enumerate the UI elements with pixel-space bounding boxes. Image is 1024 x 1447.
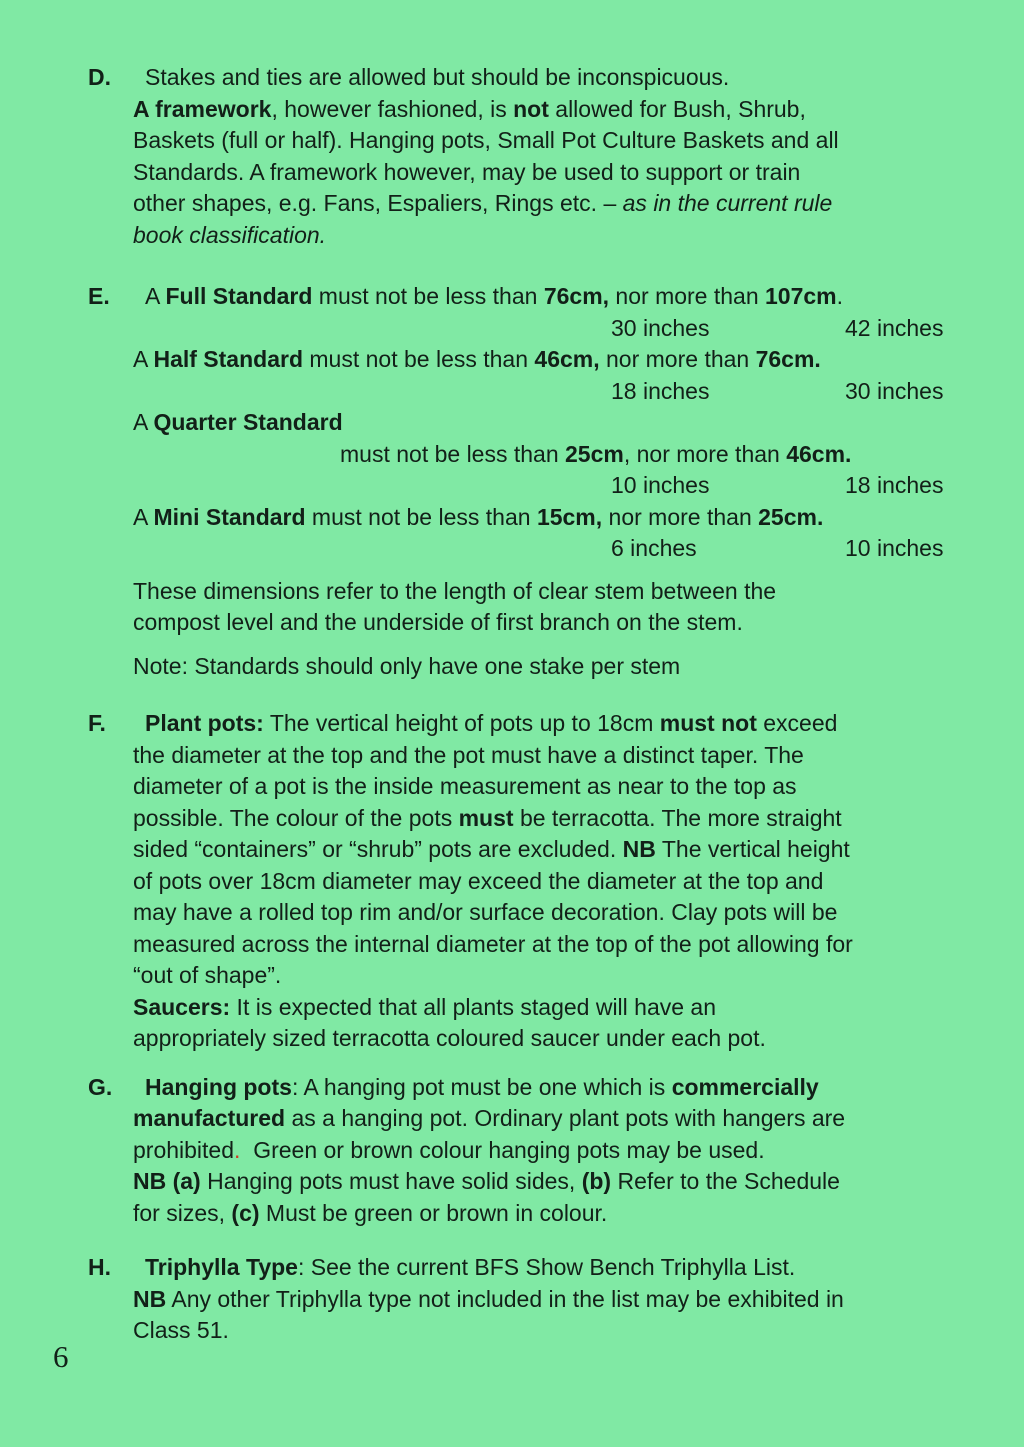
text-segment: The vertical height of pots up to 18cm bbox=[263, 710, 660, 736]
section-letter: G. bbox=[88, 1073, 113, 1100]
text-line bbox=[0, 771, 1024, 803]
text-segment: The vertical height bbox=[655, 836, 850, 862]
text-segment: It is expected that all plants staged will have an bbox=[230, 993, 717, 1020]
inches-value: 30 inches bbox=[845, 377, 944, 404]
text-segment: “out of shape”. bbox=[133, 962, 282, 988]
text-line bbox=[0, 607, 1024, 639]
text-segment: may have a rolled top rim and/or surface decoration. Clay pots will be bbox=[133, 899, 838, 925]
text-segment: (c) bbox=[231, 1199, 260, 1226]
text-line bbox=[0, 1166, 1024, 1198]
text-line bbox=[0, 344, 1024, 376]
text-segment: nor more than bbox=[599, 346, 756, 372]
text-segment: must not bbox=[659, 710, 757, 736]
text-line bbox=[0, 1198, 1024, 1230]
text-segment: nor more than bbox=[602, 503, 759, 530]
text-line bbox=[0, 803, 1024, 835]
text-line bbox=[0, 740, 1024, 772]
text-segment: 15cm, bbox=[536, 503, 603, 530]
text-segment: compost level and the underside of first branch on the stem. bbox=[133, 609, 743, 635]
text-segment: must not be less than bbox=[305, 503, 537, 530]
text-segment: possible. The colour of the pots bbox=[133, 804, 459, 831]
text-segment: A bbox=[133, 346, 154, 372]
text-segment: nor more than bbox=[609, 283, 766, 309]
text-line bbox=[0, 220, 1024, 252]
text-line bbox=[0, 897, 1024, 929]
text-segment: Green or brown colour hanging pots may be used. bbox=[240, 1136, 765, 1163]
text-segment: 76cm, bbox=[543, 283, 610, 309]
section-letter: H. bbox=[88, 1254, 111, 1280]
measurement-line bbox=[0, 533, 1024, 565]
text-segment: , nor more than bbox=[623, 440, 787, 467]
measurement-line bbox=[0, 313, 1024, 345]
text-line bbox=[0, 407, 1024, 439]
text-segment: measured across the internal diameter at the top of the pot allowing for bbox=[133, 930, 853, 957]
section-letter: D. bbox=[88, 64, 111, 90]
section-d bbox=[0, 62, 1024, 251]
text-segment: be terracotta. The more straight bbox=[513, 804, 842, 831]
text-segment: NB (a) bbox=[133, 1168, 201, 1194]
text-segment: as a hanging pot. Ordinary plant pots with hangers are bbox=[285, 1105, 846, 1131]
text-segment: other shapes, e.g. Fans, Espaliers, Rings etc. – bbox=[133, 190, 623, 216]
inches-value: 42 inches bbox=[845, 314, 944, 341]
text-segment: Hanging pots must have solid sides, bbox=[200, 1168, 582, 1194]
text-segment: Standards. A framework however, may be used to support or train bbox=[133, 158, 801, 185]
text-line bbox=[0, 866, 1024, 898]
text-segment: commercially bbox=[671, 1073, 819, 1100]
text-line bbox=[0, 281, 1024, 313]
text-line bbox=[0, 125, 1024, 157]
text-segment: for sizes, bbox=[133, 1199, 232, 1226]
text-line bbox=[0, 1103, 1024, 1135]
text-line bbox=[0, 157, 1024, 189]
text-line bbox=[0, 1284, 1024, 1316]
text-segment: book classification. bbox=[133, 221, 327, 248]
text-segment: as in the current rule bbox=[622, 190, 833, 216]
text-segment: sided “containers” or “shrub” pots are excluded. bbox=[133, 836, 623, 862]
text-line bbox=[0, 1023, 1024, 1055]
text-segment: NB bbox=[133, 1285, 167, 1312]
text-segment: manufactured bbox=[133, 1105, 286, 1131]
text-segment: Quarter Standard bbox=[153, 409, 343, 435]
text-segment: prohibited bbox=[133, 1136, 235, 1163]
measurement-line bbox=[0, 376, 1024, 408]
text-segment: 25cm bbox=[565, 440, 624, 467]
text-segment: . bbox=[836, 283, 844, 309]
text-line bbox=[0, 992, 1024, 1024]
inches-value: 18 inches bbox=[611, 377, 710, 404]
inches-value: 30 inches bbox=[611, 314, 710, 341]
text-line bbox=[0, 708, 1024, 740]
section-dimensions-note bbox=[0, 576, 1024, 639]
inches-value: 18 inches bbox=[845, 472, 944, 498]
section-letter: F. bbox=[88, 710, 106, 736]
text-segment: Must be green or brown in colour. bbox=[259, 1199, 608, 1226]
text-segment: Triphylla Type bbox=[145, 1254, 298, 1280]
text-line bbox=[0, 62, 1024, 94]
inches-value: 6 inches bbox=[611, 535, 697, 561]
text-line bbox=[0, 929, 1024, 961]
text-segment: Any other Triphylla type not included in the list may be exhibited in bbox=[166, 1285, 844, 1312]
text-segment: allowed for Bush, Shrub, bbox=[548, 95, 806, 122]
text-segment: Note: Standards should only have one stake per stem bbox=[133, 652, 681, 679]
text-segment: These dimensions refer to the length of clear stem between the bbox=[133, 577, 777, 604]
page-number: 6 bbox=[53, 1339, 69, 1374]
text-segment: Full Standard bbox=[165, 283, 313, 309]
text-segment: Class 51. bbox=[133, 1317, 229, 1343]
text-line bbox=[0, 960, 1024, 992]
text-segment: A bbox=[133, 409, 154, 435]
section-stake-note bbox=[0, 651, 1024, 683]
text-segment: NB bbox=[622, 836, 656, 862]
text-line bbox=[0, 651, 1024, 683]
text-segment: exceed bbox=[756, 710, 838, 736]
text-segment: not bbox=[513, 95, 549, 122]
text-segment: Hanging pots bbox=[145, 1073, 292, 1100]
text-segment: must bbox=[458, 804, 514, 831]
text-segment: Baskets (full or half). Hanging pots, Small Pot Culture Baskets and all bbox=[133, 127, 839, 153]
text-segment: (b) bbox=[581, 1168, 612, 1194]
text-segment: must not be less than bbox=[312, 283, 544, 309]
section-f bbox=[0, 708, 1024, 1055]
text-segment: Mini Standard bbox=[153, 503, 306, 530]
text-line bbox=[0, 576, 1024, 608]
text-line bbox=[0, 502, 1024, 534]
text-segment: diameter of a pot is the inside measurement as near to the top as bbox=[133, 773, 797, 799]
text-segment: : A hanging pot must be one which is bbox=[291, 1073, 672, 1100]
text-line bbox=[0, 1252, 1024, 1284]
text-segment: of pots over 18cm diameter may exceed the diameter at the top and bbox=[133, 867, 824, 894]
section-g bbox=[0, 1072, 1024, 1230]
text-segment: Saucers: bbox=[133, 993, 231, 1020]
text-segment: the diameter at the top and the pot must have a distinct taper. The bbox=[133, 741, 804, 768]
text-segment: must not be less than bbox=[340, 440, 566, 467]
measurement-line bbox=[0, 470, 1024, 502]
text-segment: : See the current BFS Show Bench Triphylla List. bbox=[297, 1254, 796, 1280]
text-line bbox=[0, 94, 1024, 126]
inches-value: 10 inches bbox=[845, 535, 944, 561]
text-segment: A framework bbox=[133, 95, 272, 122]
text-line bbox=[0, 834, 1024, 866]
text-segment: . bbox=[234, 1136, 241, 1163]
text-segment: appropriately sized terracotta coloured saucer under each pot. bbox=[133, 1025, 766, 1051]
text-segment: 76cm. bbox=[755, 346, 821, 372]
text-segment: 46cm, bbox=[534, 346, 600, 372]
text-line bbox=[0, 1135, 1024, 1167]
text-line bbox=[0, 439, 1024, 471]
text-line bbox=[0, 188, 1024, 220]
text-line bbox=[0, 1072, 1024, 1104]
text-segment: must not be less than bbox=[303, 346, 535, 372]
text-line bbox=[0, 1315, 1024, 1347]
text-segment: 25cm. bbox=[758, 503, 824, 530]
text-segment: Plant pots: bbox=[145, 710, 264, 736]
inches-value: 10 inches bbox=[611, 472, 710, 498]
text-segment: A bbox=[133, 503, 154, 530]
text-segment: Half Standard bbox=[153, 346, 303, 372]
text-segment: , however fashioned, is bbox=[271, 95, 514, 122]
section-e bbox=[0, 281, 1024, 565]
section-h bbox=[0, 1252, 1024, 1347]
text-segment: A bbox=[145, 283, 166, 309]
section-letter: E. bbox=[88, 283, 110, 309]
text-segment: Stakes and ties are allowed but should be inconspicuous. bbox=[145, 64, 730, 90]
text-segment: 107cm bbox=[765, 283, 837, 309]
text-segment: 46cm. bbox=[786, 440, 852, 467]
text-segment: Refer to the Schedule bbox=[611, 1168, 840, 1194]
